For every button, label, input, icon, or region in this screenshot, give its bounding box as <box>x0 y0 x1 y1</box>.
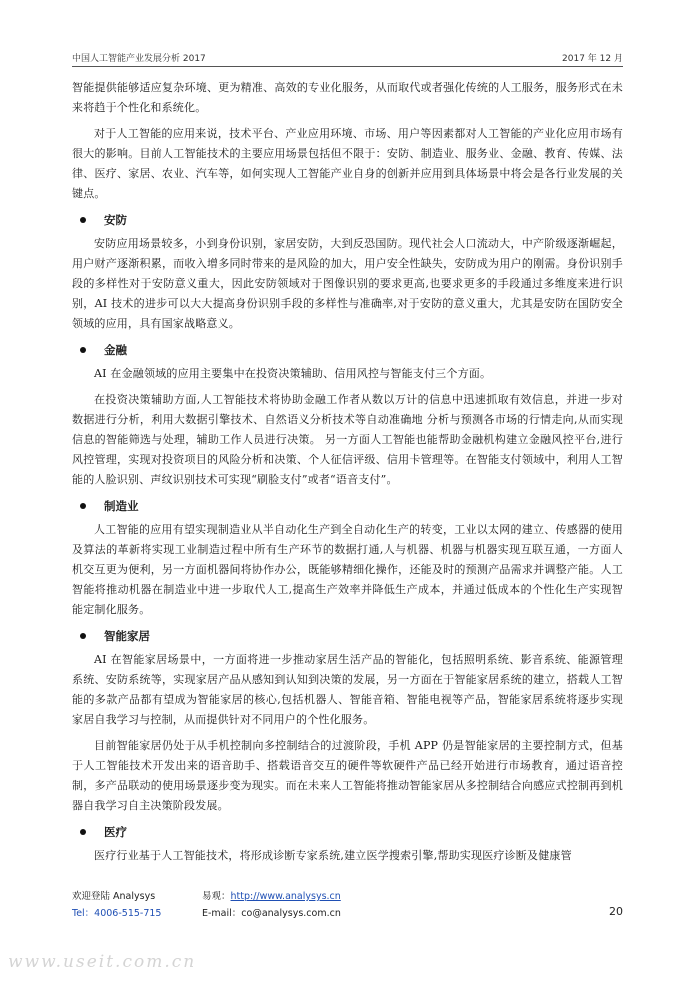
footer-welcome: 欢迎登陆 Analysys <box>72 891 156 902</box>
header-date: 2017 年 12 月 <box>562 54 623 64</box>
page-footer <box>72 888 623 922</box>
bullet-icon <box>80 503 86 509</box>
section-title: 智能家居 <box>104 629 150 643</box>
watermark: www.useit.com.cn <box>8 952 197 972</box>
paragraph: AI 在金融领域的应用主要集中在投资决策辅助、信用风控与智能支付三个方面。 <box>94 367 492 380</box>
bullet-icon <box>80 347 86 353</box>
section-heading-security <box>72 210 623 230</box>
page-number: 20 <box>609 905 623 918</box>
paragraph: 人工智能的应用有望实现制造业从半自动化生产到全自动化生产的转变，工业以太网的建立、传感器的使用及算法的革新将实现工业制造过程中所有生产环节的数据打通,人与机器、机器与机器实现互联互通，一方面人机交互更为便利，另一方面机器间将协作办公，既能够精细化操作，还能及时的预测产品需求并调整产能。人工智能将推动机器在制造业中进一步取代人工,提高生产效率并降低生产成本，并通过低成本的个性化生产实现智能定制化服务。 <box>72 523 623 616</box>
paragraph: 目前智能家居仍处于从手机控制向多控制结合的过渡阶段，手机 APP 仍是智能家居的主要控制方式，但基于人工智能技术开发出来的语音助手、搭载语音交互的硬件等软硬件产品已经开始进行市场教育，通过语音控制，多产品联动的使用场景逐步变为现实。而在未来人工智能将推动智能家居从多控制结合向感应式控制再到机器自我学习自主决策阶段发展。 <box>72 739 623 812</box>
section-heading-smart-home <box>72 626 623 646</box>
footer-tel[interactable]: Tel：4006-515-715 <box>72 908 162 919</box>
paragraph: 对于人工智能的应用来说，技术平台、产业应用环境、市场、用户等因素都对人工智能的产业化应用市场有很大的影响。目前人工智能技术的主要应用场景包括但不限于：安防、制造业、服务业、金融、教育、传媒、法律、医疗、家居、农业、汽车等，如何实现人工智能产业自身的创新并应用到具体场景中将会是各行业发展的关键点。 <box>72 127 623 200</box>
section-title: 金融 <box>104 343 127 357</box>
paragraph: 安防应用场景较多，小到身份识别，家居安防，大到反恐国防。现代社会人口流动大，中产阶级逐渐崛起，用户财产逐渐积累，而收入增多同时带来的是风险的加大，用户安全性缺失，安防成为用户的刚需。身份识别手段的多样性对于安防意义重大，因此安防领域对于图像识别的要求更高,也要求更多的手段通过多维度来进行识别，AI 技术的进步可以大大提高身份识别手段的多样性与准确率,对于安防的意义重大，尤其是安防在国防安全领域的应用，具有国家战略意义。 <box>72 237 623 330</box>
section-title: 制造业 <box>104 499 139 513</box>
bullet-icon <box>80 217 86 223</box>
footer-website-label: 易观： <box>202 891 231 902</box>
website-link[interactable]: http://www.analysys.cn <box>230 891 341 902</box>
paragraph: 医疗行业基于人工智能技术，将形成诊断专家系统,建立医学搜索引擎,帮助实现医疗诊断及健康管 <box>94 849 572 862</box>
footer-website <box>202 888 341 902</box>
document-body <box>72 78 623 872</box>
header-title: 中国人工智能产业发展分析 2017 <box>72 54 206 64</box>
bullet-icon <box>80 633 86 639</box>
footer-email[interactable]: E-mail：co@analysys.com.cn <box>202 908 341 919</box>
section-title: 医疗 <box>104 825 127 839</box>
paragraph: 智能提供能够适应复杂环境、更为精准、高效的专业化服务，从而取代或者强化传统的人工服务，服务形式在未来将趋于个性化和系统化。 <box>72 81 623 114</box>
page-header <box>72 48 623 67</box>
paragraph: 在投资决策辅助方面,人工智能技术将协助金融工作者从数以万计的信息中迅速抓取有效信息，并进一步对数据进行分析，利用大数据引擎技术、自然语义分析技术等自动准确地 分析与预测各市场的行情走向,从而实现信息的智能筛选与处理，辅助工作人员进行决策。 另一方面人工智能也能帮助金融机构建立金融风控平台,进行风控管理，实现对投资项目的风险分析和决策、个人征信评级、信用卡管理等。在智能支付领域中，利用人工智能的人脸识别、声纹识别技术可实现“刷脸支付”或者“语音支付”。 <box>72 393 623 486</box>
paragraph: AI 在智能家居场景中，一方面将进一步推动家居生活产品的智能化，包括照明系统、影音系统、能源管理系统、安防系统等，实现家居产品从感知到认知到决策的发展，另一方面在于智能家居系统的建立，搭载人工智能的多款产品都有望成为智能家居的核心,包括机器人、智能音箱、智能电视等产品，智能家居系统将逐步实现家居自我学习与控制，从而提供针对不同用户的个性化服务。 <box>72 653 623 726</box>
section-title: 安防 <box>104 213 127 227</box>
section-heading-manufacturing <box>72 496 623 516</box>
section-heading-finance <box>72 340 623 360</box>
section-heading-medical <box>72 822 623 842</box>
bullet-icon <box>80 829 86 835</box>
